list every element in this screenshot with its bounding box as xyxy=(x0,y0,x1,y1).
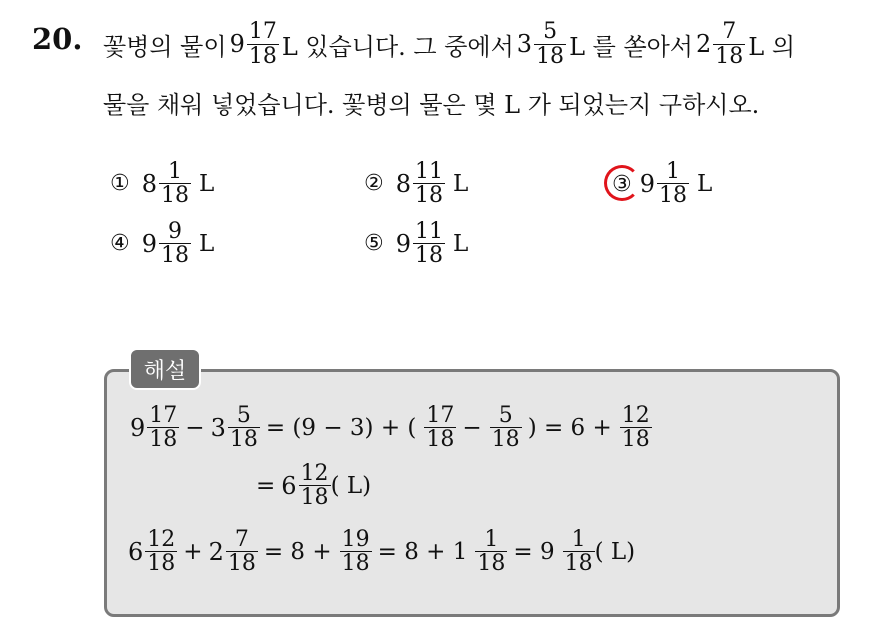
whole-part: 8 xyxy=(141,169,158,198)
question-text: 꽃병의 물이 xyxy=(103,32,227,61)
option-number-icon: ② xyxy=(364,171,384,197)
unit: ( L) xyxy=(330,472,372,499)
option-2[interactable] xyxy=(364,160,468,207)
expression-text: = 8 + 1 xyxy=(377,538,468,565)
whole-part: 8 xyxy=(395,169,412,198)
question-text: L 있습니다. 그 중에서 xyxy=(281,32,514,61)
option-number-icon: ⑤ xyxy=(364,231,384,257)
denominator: 18 xyxy=(491,427,520,453)
denominator: 18 xyxy=(536,43,565,69)
unit: ( L) xyxy=(594,538,636,565)
option-5[interactable] xyxy=(364,220,468,267)
fraction xyxy=(340,528,372,575)
red-circle-icon xyxy=(604,165,640,201)
whole-part: 9 xyxy=(639,169,656,198)
fraction xyxy=(620,404,652,451)
denominator: 18 xyxy=(564,551,593,577)
numerator: 5 xyxy=(543,19,558,45)
denominator: 18 xyxy=(659,183,688,209)
fraction xyxy=(475,528,507,575)
numerator: 7 xyxy=(722,19,737,45)
numerator: 11 xyxy=(415,219,444,244)
fraction xyxy=(713,20,745,67)
operator: = xyxy=(256,472,276,499)
numerator: 11 xyxy=(415,159,444,184)
fraction xyxy=(159,220,191,267)
numerator: 12 xyxy=(300,461,329,486)
denominator: 18 xyxy=(147,551,176,577)
denominator: 18 xyxy=(248,43,277,69)
question-number: 20. xyxy=(32,22,83,56)
fraction xyxy=(424,404,456,451)
unit: L xyxy=(453,230,469,257)
mixed-number xyxy=(696,20,745,67)
numerator: 1 xyxy=(571,527,586,552)
option-number-icon: ④ xyxy=(110,231,130,257)
numerator: 5 xyxy=(498,403,513,428)
whole-part: 3 xyxy=(516,30,533,58)
option-3[interactable] xyxy=(612,160,712,207)
unit: L xyxy=(199,230,215,257)
operator: − xyxy=(462,414,482,441)
selected-answer-mark xyxy=(612,171,632,197)
expression-text: = 9 xyxy=(513,538,555,565)
expression-text: = 8 + xyxy=(263,538,332,565)
fraction xyxy=(413,220,445,267)
denominator: 18 xyxy=(715,43,744,69)
fraction xyxy=(147,404,179,451)
numerator: 7 xyxy=(234,527,249,552)
question-line-2 xyxy=(103,84,759,120)
question-text: 물을 채워 넣었습니다. 꽃병의 물은 몇 L 가 되었는지 구하시오. xyxy=(103,90,760,119)
whole-part: 2 xyxy=(208,537,224,566)
denominator: 18 xyxy=(229,427,258,453)
expression-text: ) = 6 + xyxy=(527,414,612,441)
numerator: 1 xyxy=(484,527,499,552)
question-text: L 를 쏟아서 xyxy=(569,32,693,61)
question-text: L 의 xyxy=(748,32,796,61)
fraction xyxy=(563,528,595,575)
numerator: 17 xyxy=(248,19,277,45)
numerator: 17 xyxy=(426,403,455,428)
fraction xyxy=(226,528,258,575)
numerator: 17 xyxy=(149,403,178,428)
whole-part: 6 xyxy=(281,471,297,500)
fraction xyxy=(299,462,331,509)
denominator: 18 xyxy=(227,551,256,577)
solution-line-2 xyxy=(256,462,371,509)
numerator: 12 xyxy=(147,527,176,552)
whole-part: 2 xyxy=(696,30,712,58)
denominator: 18 xyxy=(621,427,650,453)
whole-part: 9 xyxy=(395,229,412,258)
fraction xyxy=(145,528,177,575)
fraction xyxy=(247,20,279,67)
numerator: 5 xyxy=(236,403,251,428)
operator: + xyxy=(183,538,203,565)
whole-part: 3 xyxy=(210,413,226,442)
numerator: 9 xyxy=(168,219,183,244)
denominator: 18 xyxy=(149,427,178,453)
denominator: 18 xyxy=(477,551,506,577)
fraction xyxy=(228,404,260,451)
denominator: 18 xyxy=(415,243,444,269)
unit: L xyxy=(697,170,713,197)
numerator: 1 xyxy=(666,159,681,184)
fraction xyxy=(413,160,445,207)
denominator: 18 xyxy=(426,427,455,453)
mixed-number xyxy=(517,20,566,67)
option-number-icon: ③ xyxy=(612,171,632,197)
option-1[interactable] xyxy=(110,160,214,207)
numerator: 12 xyxy=(621,403,650,428)
whole-part: 9 xyxy=(141,229,158,258)
fraction xyxy=(490,404,522,451)
denominator: 18 xyxy=(300,485,329,511)
option-number-icon: ① xyxy=(110,171,130,197)
fraction xyxy=(657,160,689,207)
numerator: 19 xyxy=(341,527,370,552)
fraction xyxy=(159,160,191,207)
expression-text: = (9 − 3) + ( xyxy=(265,414,417,441)
whole-part: 9 xyxy=(130,413,146,442)
denominator: 18 xyxy=(341,551,370,577)
denominator: 18 xyxy=(161,183,190,209)
option-4[interactable] xyxy=(110,220,214,267)
numerator: 1 xyxy=(168,159,183,184)
whole-part: 9 xyxy=(229,30,245,58)
mixed-number xyxy=(230,20,279,67)
unit: L xyxy=(199,170,215,197)
solution-line-1 xyxy=(130,404,652,451)
operator: − xyxy=(185,414,205,441)
solution-line-3 xyxy=(128,528,635,575)
whole-part: 6 xyxy=(128,537,144,566)
question-line-1 xyxy=(103,14,795,74)
fraction xyxy=(534,20,566,67)
denominator: 18 xyxy=(415,183,444,209)
unit: L xyxy=(453,170,469,197)
solution-tag: 해설 xyxy=(129,348,201,390)
denominator: 18 xyxy=(161,243,190,269)
